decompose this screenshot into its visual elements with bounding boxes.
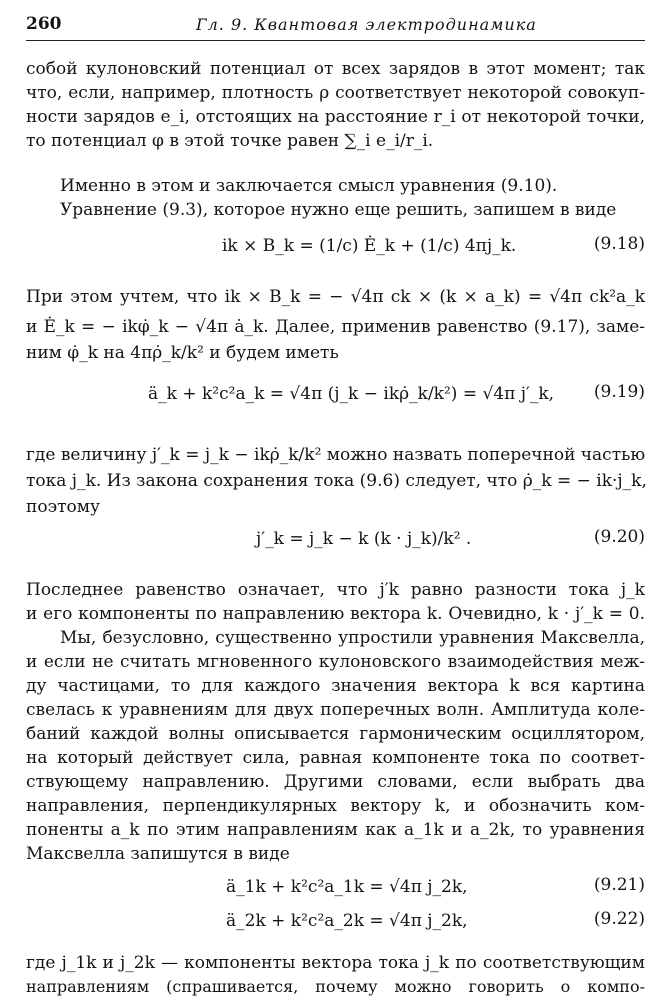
text-line: ним φ̇_k на 4πρ̇_k/k² и будем иметь [26, 343, 339, 363]
text-line: поэтому [26, 497, 100, 517]
text-line: направлениям (спрашивается, почему можно говорить о компо- [26, 977, 645, 996]
text-line: и если не считать мгновенного кулоновского взаимодействия меж- [26, 652, 645, 672]
text-line: собой кулоновский потенциал от всех зарядов в этот момент; так [26, 59, 645, 79]
text-line: ствующему направлению. Другими словами, если выбрать два [26, 772, 645, 792]
equation-9-19: ä_k + k²c²a_k = √4π (j_k − ikρ̇_k/k²) = √4π j′_k, [148, 384, 555, 404]
equation-number: (9.18) [593, 234, 645, 254]
text-line: и его компоненты по направлению вектора k. Очевидно, k · j′_k = 0. [26, 604, 645, 624]
text-line: Последнее равенство означает, что j′k равно разности тока j_k [26, 580, 645, 600]
text-line: ности зарядов e_i, отстоящих на расстояние r_i от некоторой точки, [26, 107, 645, 127]
page-header [26, 14, 645, 41]
text-line: Мы, безусловно, существенно упростили уравнения Максвелла, [60, 628, 645, 648]
text-line: Уравнение (9.3), которое нужно еще решить, запишем в виде [60, 200, 617, 220]
text-line: ду частицами, то для каждого значения вектора k вся картина [26, 676, 645, 696]
equation-number: (9.21) [593, 875, 645, 895]
page-number: 260 [26, 14, 62, 34]
equation-number: (9.19) [593, 382, 645, 402]
text-line: тока j_k. Из закона сохранения тока (9.6) следует, что ρ̇_k = − ik·j_k, [26, 471, 647, 491]
text-line: Максвелла запишутся в виде [26, 844, 290, 864]
text-line: то потенциал φ в этой точке равен ∑_i e_i/r_i. [26, 131, 434, 151]
equation-number: (9.22) [593, 909, 645, 929]
text-line: Именно в этом и заключается смысл уравнения (9.10). [60, 176, 558, 196]
text-line: направления, перпендикулярных вектору k, и обозначить ком- [26, 796, 645, 816]
equation-9-21: ä_1k + k²c²a_1k = √4π j_2k, [226, 877, 468, 897]
text-line: свелась к уравнениям для двух поперечных волн. Амплитуда коле- [26, 700, 645, 720]
equation-9-22: ä_2k + k²c²a_2k = √4π j_2k, [226, 911, 468, 931]
running-title: Гл. 9. Квантовая электродинамика [196, 15, 537, 34]
text-line: на который действует сила, равная компоненте тока по соответ- [26, 748, 645, 768]
text-line: и Ė_k = − ikφ̇_k − √4π ȧ_k. Далее, применив равенство (9.17), заме- [26, 317, 645, 337]
text-line: где величину j′_k = j_k − ikρ̇_k/k² можно назвать поперечной частью [26, 445, 646, 465]
equation-9-20: j′_k = j_k − k (k · j_k)/k² . [256, 529, 472, 549]
text-line: поненты a_k по этим направлениям как a_1k и a_2k, то уравнения [26, 820, 645, 840]
equation-number: (9.20) [593, 527, 645, 547]
text-line: баний каждой волны описывается гармоническим осциллятором, [26, 724, 645, 744]
book-page [26, 0, 645, 1000]
text-line: где j_1k и j_2k — компоненты вектора тока j_k по соответствующим [26, 953, 645, 973]
equation-9-18: ik × B_k = (1/c) Ė_k + (1/c) 4πj_k. [222, 236, 517, 256]
text-line: При этом учтем, что ik × B_k = − √4π ck × (k × a_k) = √4π ck²a_k [26, 287, 645, 307]
text-line: что, если, например, плотность ρ соответствует некоторой совокуп- [26, 83, 645, 103]
